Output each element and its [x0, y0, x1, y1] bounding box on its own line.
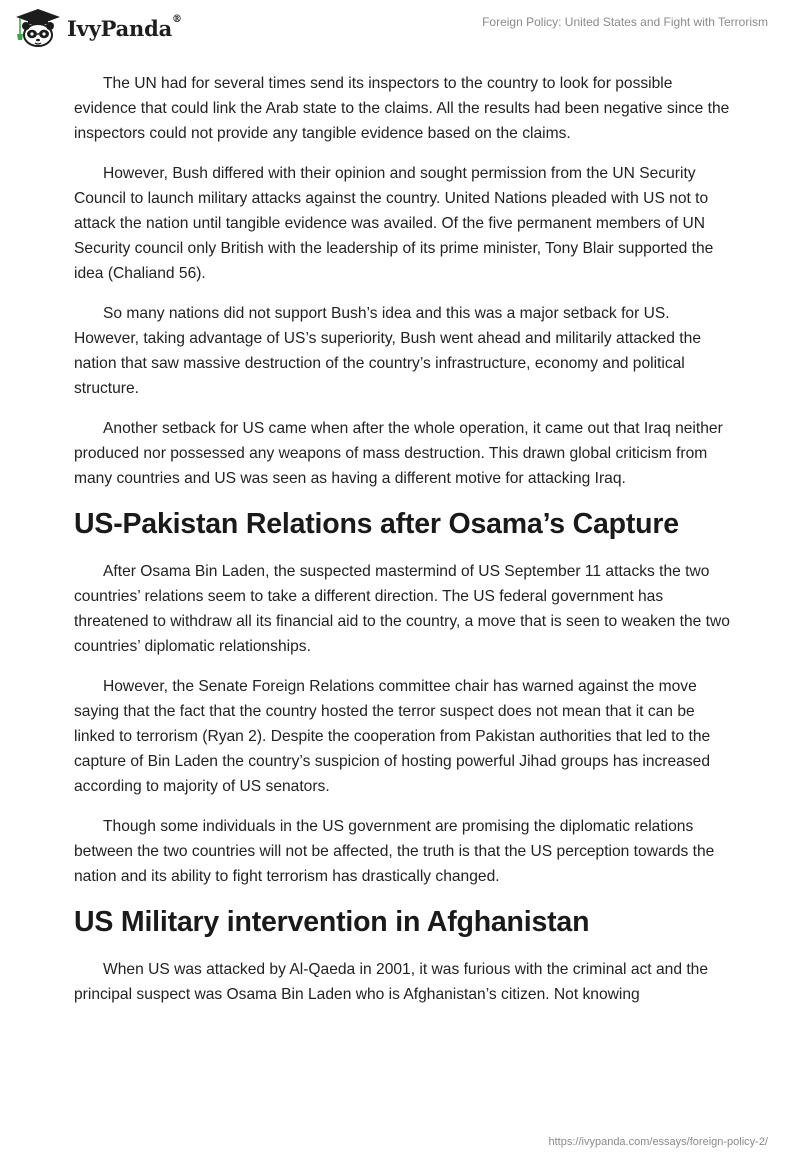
footer-url-link[interactable]: https://ivypanda.com/essays/foreign-policy-2/ [548, 1136, 768, 1148]
paragraph: The UN had for several times send its inspectors to the country to look for possible evidence that could link the Arab state to the claims. All the results had been negative since the inspectors could not provide any tangible evidence based on the claims. [74, 75, 730, 142]
document-title: Foreign Policy: United States and Fight with Terrorism [482, 15, 768, 29]
paragraph: However, Bush differed with their opinion and sought permission from the UN Security Council to launch military attacks against the country. United Nations pleaded with US not to attack the nation until tangible evidence was availed. Of the five permanent members of UN Security council only British with the leadership of its prime minister, Tony Blair supported the idea (Chaliand 56). [74, 165, 714, 282]
paragraph: Another setback for US came when after the whole operation, it came out that Iraq neither produced nor possessed any weapons of mass destruction. This drawn global criticism from many countries and US was seen as having a different motive for attacking Iraq. [74, 420, 723, 487]
section-heading: US-Pakistan Relations after Osama’s Capture [74, 508, 679, 540]
paragraph: So many nations did not support Bush’s idea and this was a major setback for US. However, taking advantage of US’s superiority, Bush went ahead and militarily attacked the nation that saw massive destruction of the country’s infrastructure, economy and political structure. [74, 305, 701, 397]
essay-content [74, 71, 734, 1022]
paragraph: After Osama Bin Laden, the suspected mastermind of US September 11 attacks the two countries’ relations seem to take a different direction. The US federal government has threatened to withdraw all its financial aid to the country, a move that is seen to weaken the two countries’ diplomatic relationships. [74, 563, 730, 655]
brand-name: IvyPanda® [67, 13, 182, 41]
panda-graduation-cap-icon [14, 8, 62, 48]
ivypanda-logo[interactable] [14, 8, 182, 48]
page-header [0, 0, 800, 60]
paragraph: When US was attacked by Al-Qaeda in 2001, it was furious with the criminal act and the principal suspect was Osama Bin Laden who is Afghanistan’s citizen. Not knowing [74, 961, 708, 1003]
paragraph: However, the Senate Foreign Relations committee chair has warned against the move saying that the fact that the country hosted the terror suspect does not mean that it can be linked to terrorism (Ryan 2). Despite the cooperation from Pakistan authorities that led to the capture of Bin Laden the country’s suspicion of hosting powerful Jihad groups has increased according to majority of US senators. [74, 678, 711, 795]
paragraph: Though some individuals in the US government are promising the diplomatic relations between the two countries will not be affected, the truth is that the US perception towards the nation and its ability to fight terrorism has drastically changed. [74, 818, 715, 885]
section-heading: US Military intervention in Afghanistan [74, 906, 590, 938]
